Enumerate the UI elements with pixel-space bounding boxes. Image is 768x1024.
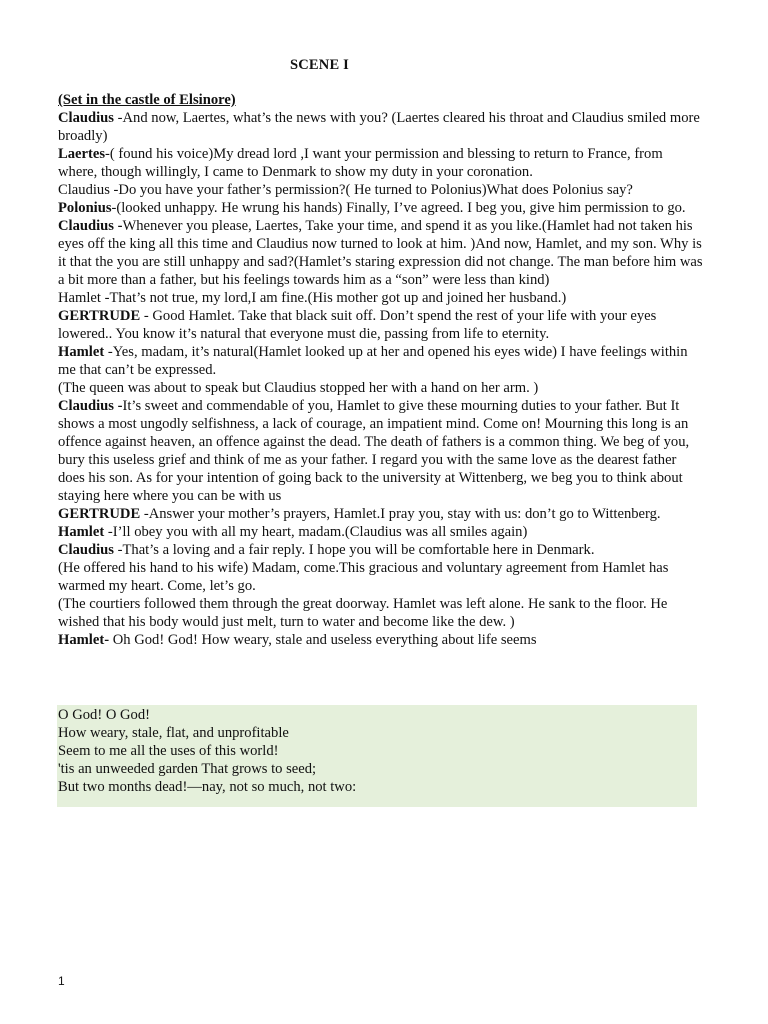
speaker-name: GERTRUDE	[58, 506, 141, 522]
speaker-name: Laertes	[58, 146, 106, 162]
dialogue-text: - Good Hamlet. Take that black suit off. Don’t spend the rest of your life with your eyes lowered.. You know it’s natural that everyone must die, passing from life to eternity.	[58, 308, 657, 342]
dialogue-paragraph	[58, 541, 704, 559]
dialogue-paragraph	[58, 109, 704, 145]
scene-title: SCENE I	[290, 57, 350, 73]
dialogue-paragraph	[58, 307, 704, 343]
dialogue-text: Claudius -Do you have your father’s permission?( He turned to Polonius)What does Polonius say?	[58, 182, 633, 198]
dialogue-text: (He offered his hand to his wife) Madam, come.This gracious and voluntary agreement from Hamlet has warmed my heart. Come, let’s go.	[58, 560, 669, 594]
dialogue-paragraph	[58, 523, 704, 541]
dialogue-paragraph	[58, 379, 704, 397]
speaker-name: Claudius -	[58, 398, 123, 414]
dialogue-text: -And now, Laertes, what’s the news with you? (Laertes cleared his throat and Claudius smiled more broadly)	[58, 110, 700, 144]
speaker-name: Claudius	[58, 542, 114, 558]
page-number: 1	[58, 974, 65, 988]
quote-line: 'tis an unweeded garden That grows to seed;	[58, 761, 317, 777]
dialogue-text: -I’ll obey you with all my heart, madam.(Claudius was all smiles again)	[104, 524, 528, 540]
dialogue-list	[58, 109, 704, 649]
speaker-name: GERTRUDE	[58, 308, 141, 324]
quote-line: Seem to me all the uses of this world!	[58, 743, 279, 759]
dialogue-text: -That’s a loving and a fair reply. I hope you will be comfortable here in Denmark.	[113, 542, 595, 558]
dialogue-paragraph	[58, 289, 704, 307]
dialogue-text: -( found his voice)My dread lord ,I want your permission and blessing to return to France, from where, though willingly, I came to Denmark to show my duty in your coronation.	[58, 146, 663, 180]
speaker-name: Hamlet	[58, 524, 105, 540]
speaker-name: Hamlet-	[58, 632, 110, 648]
dialogue-text: -Answer your mother’s prayers, Hamlet.I pray you, stay with us: don’t go to Wittenberg.	[140, 506, 661, 522]
dialogue-text: (The courtiers followed them through the great doorway. Hamlet was left alone. He sank to the floor. He wished that his body would just melt, turn to water and become like the dew. )	[58, 596, 668, 630]
dialogue-text: (The queen was about to speak but Claudius stopped her with a hand on her arm. )	[58, 380, 539, 396]
dialogue-text: Oh God! God! How weary, stale and useless everything about life seems	[109, 632, 537, 648]
speaker-name: Claudius -	[58, 218, 123, 234]
speaker-name: Claudius	[58, 110, 114, 126]
dialogue-text: Hamlet -That’s not true, my lord,I am fine.(His mother got up and joined her husband.)	[58, 290, 567, 306]
dialogue-paragraph	[58, 199, 704, 217]
speaker-name: Hamlet	[58, 344, 105, 360]
dialogue-text: -Yes, madam, it’s natural(Hamlet looked up at her and opened his eyes wide) I have feelings within me that can’t be expressed.	[58, 344, 688, 378]
dialogue-paragraph	[58, 217, 704, 289]
quote-line: How weary, stale, flat, and unprofitable	[58, 725, 289, 741]
dialogue-text: It’s sweet and commendable of you, Hamlet to give these mourning duties to your father. But It shows a most ungodly selfishness, a lack of courage, an impatient mind. Come on! Mourning this long is an offence against heaven, an offence against the dead. The death of fathers is a common thing. We beg of you, bury this useless grief and think of me as your father. I regard you with the same love as the dearest father does his son. As for your intention of going back to the university at Wittenberg, we beg you to think about staying here where you can be with us	[58, 398, 690, 504]
highlighted-quote	[57, 705, 697, 807]
script-body	[58, 91, 704, 649]
dialogue-text: -(looked unhappy. He wrung his hands) Finally, I’ve agreed. I beg you, give him permission to go.	[111, 200, 686, 216]
dialogue-paragraph	[58, 631, 704, 649]
dialogue-paragraph	[58, 397, 704, 505]
speaker-name: Polonius	[58, 200, 112, 216]
dialogue-paragraph	[58, 145, 704, 181]
dialogue-paragraph	[58, 595, 704, 631]
dialogue-paragraph	[58, 343, 704, 379]
dialogue-paragraph	[58, 181, 704, 199]
quote-lines	[57, 705, 697, 796]
dialogue-text: Whenever you please, Laertes, Take your time, and spend it as you like.(Hamlet had not taken his eyes off the king all this time and Claudius now turned to look at him. )And now, Hamlet, and my son. Why is it that the you are still unhappy and sad?(Hamlet’s staring expression did not change. The man before him was a bit more than a father, but his feelings towards him as a “son” were less than kind)	[58, 218, 703, 288]
quote-line: But two months dead!—nay, not so much, not two:	[58, 779, 357, 795]
dialogue-paragraph	[58, 559, 704, 595]
dialogue-paragraph	[58, 505, 704, 523]
setting-line: (Set in the castle of Elsinore)	[58, 92, 236, 108]
quote-line: O God! O God!	[58, 707, 151, 723]
